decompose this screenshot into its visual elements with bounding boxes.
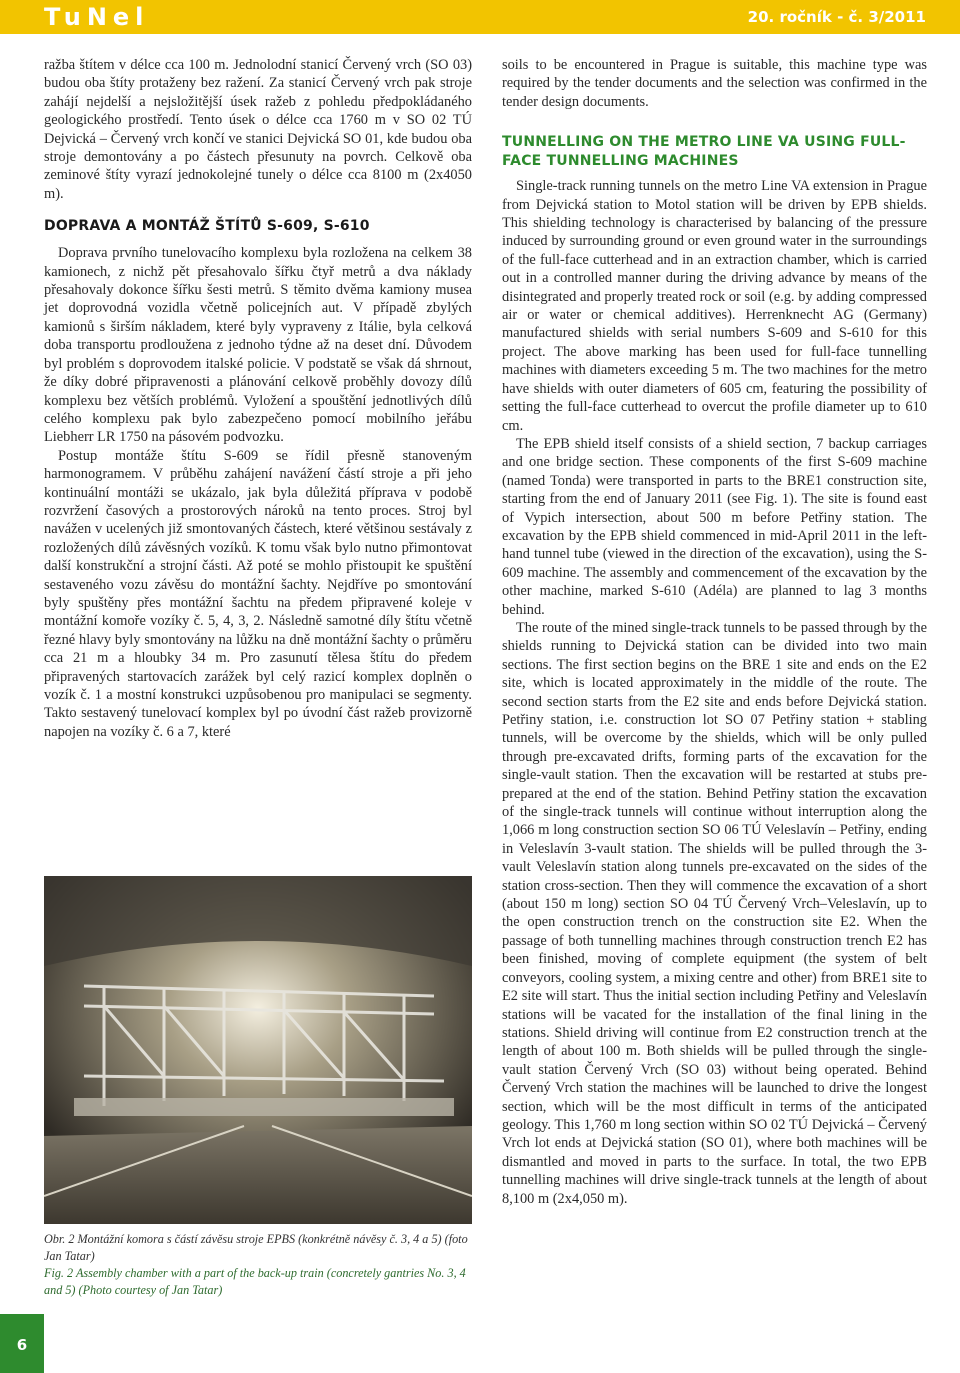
right-section-heading: TUNNELLING ON THE METRO LINE VA USING FULL-FACE TUNNELLING MACHINES — [502, 134, 906, 170]
header-bar — [0, 0, 960, 34]
caption-czech: Obr. 2 Montážní komora s částí závěsu stroje EPBS (konkrétně návěsy č. 3, 4 a 5) (foto Jan Tatar) — [44, 1232, 468, 1263]
issue-label: 20. ročník - č. 3/2011 — [747, 8, 926, 26]
left-paragraph-3: Postup montáže štítu S-609 se řídil přesně stanoveným harmonogramem. V průběhu zahájení navážení částí stroje a při jeho kontinuální montáži se ukázalo, jak byla důležitá příprava v podobě rozvržení časových a prostorových nároků na tento proces. Stroj byl navážen v ucelených již smontovaných částech, které většinou sestávaly z rozložených dílů závěsných vozíků. K tomu však bylo nutno přimontovat další konstrukční a strojní části. Až poté se mohlo přistoupit ke spuštění sestaveného vozu závěsu do montážní šachty. Nejdříve po smontování byly spuštěny přes montážní šachtu na předem připravené koleje v montážní komoře vozíky č. 5, 4, 3, 2. Následně samotné díly štítu včetně řezné hlavy byly smontovány na lůžku na dně montážní šachty o průměru cca 21 m a hloubky 34 m. Pro zasunutí tělesa štítu do předem připravených startovacích zarážek byl celý razicí komplex doplněn o vozík č. 1 a mostní konstrukci uzpůsobenou pro manipulaci se segmenty. Takto sestavený tunelovací komplex byl po úvodní část ražeb provizorně napojen na vozíky č. 6 a 7, které — [44, 447, 472, 740]
left-paragraph-1: ražba štítem v délce cca 100 m. Jednolodní stanicí Červený vrch (SO 03) budou oba štíty protaženy bez ražení. Za stanicí Červený vrch pak stroje zahájí nejdelší a nejsložitější úsek ražeb z pohledu předpokládaného geologického prostředí. Tento úsek o délce cca 1760 m v SO 02 TÚ Dejvická – Červený vrch končí ve stanici Dejvická SO 01, kde budou oba stroje demontovány a po částech přesunuty na povrch. Celkově oba zeminové štíty vyrazí jednokolejné tunely o délce cca 8100 m (2x4050 m). — [44, 57, 472, 202]
caption-english: Fig. 2 Assembly chamber with a part of the back-up train (concretely gantries No. 3, 4 and 5) (Photo courtesy of Jan Tatar) — [44, 1266, 466, 1297]
right-column — [502, 56, 927, 1208]
right-paragraph-2: Single-track running tunnels on the metro Line VA extension in Prague from Dejvická station to Motol station will be driven by EPB shields. This shielding technology is characterised by balancing of the pressure induced by surrounding ground or even ground water in the surroundings of the full-face cutterhead and in an extraction chamber, which is carried out in a controlled manner during the driving advance by means of the disintegrated and properly treated rock or soil (e.g. by adding compressed air or water or chemical additives). Herrenknecht AG (Germany) manufactured shields with serial numbers S-609 and S-610 for this project. The above marking has been used for full-face tunnelling machines with diameters exceeding 5 m. The two machines for the metro have shields with outer diameters of 605 cm, featuring the possibility of setting the full-face cutterhead to overcut the profile diameter up to 610 cm. — [502, 178, 927, 434]
left-column — [44, 56, 472, 741]
right-paragraph-3: The EPB shield itself consists of a shield section, 7 backup carriages and one bridge section. These components of the first S-609 machine (named Tonda) were transported in parts to the BRE1 construction site, starting from the end of January 2011 (see Fig. 1). The site is found east of Vypich intersection, about 500 m before Petřiny station. The excavation by the EPB shield commenced in mid-April 2011 in the left-hand tunnel tube (viewed in the direction of the excavation), using the S-609 machine. The assembly and commencement of the excavation by the other machine, marked S-610 (Adéla) are planned to lag 3 months behind. — [502, 435, 927, 618]
right-paragraph-4: The route of the mined single-track tunnels to be passed through by the shields running to Dejvická station can be divided into two main sections. The first section begins on the BRE 1 site and ends on the E2 site, which is located approximately in the middle of the route. The second section starts from the E2 site and ends before Dejvická station. Petřiny station, i.e. construction lot SO 07 Petřiny station + stabling tunnels, will be overcome by the shields, which will be only pulled through pre-excavated drifts, forming parts of the excavation for the single-vault station. Then the excavation will be restarted at stubs pre-prepared at the end of the station. Behind Petřiny station the excavation of the single-track tunnels will continue without interruption along the 1,066 m long construction section SO 06 TÚ Veleslavín – Petřiny, ending in Veleslavín 3-vault station. The shields will be pulled through the 3-vault Veleslavín station along tunnels pre-excavated on the sides of the station cross-section. Then they will commence the excavation of a short (about 150 m long) section SO 04 TÚ Červený Vrch–Veleslavín, up to the open construction trench on the construction site E2. When the passage of both tunnelling machines through construction trench E2 has been finished, moving of complete equipment (the system of belt conveyors, cooling system, a mixing centre and other) from BRE1 site to E2 site will start. Thus the initial section including Petřiny and Veleslavín stations will be vacated for the installation of the final lining in the stations. Shield driving will continue from E2 construction trench at the length of about 100 m. Both shields will be pulled through the single-vault station Červený Vrch (SO 03) without being operated. Behind Červený Vrch station the machines will be launched to drive the longest section, which will be the most difficult in terms of the anticipated geology. This 1,760 m long section within SO 02 TÚ Dejvická – Červený Vrch lot ends at Dejvická station (SO 01), where both machines will be dismantled and moved in parts to the surface. In total, the two EPB tunnelling machines will drive single-track tunnels at the length of about 8,100 m (2x4,050 m). — [502, 619, 927, 1207]
tunel-logo: TuNel — [44, 3, 150, 31]
left-section-heading: DOPRAVA A MONTÁŽ ŠTÍTŮ S-609, S-610 — [44, 218, 370, 235]
page-number: 6 — [16, 1336, 28, 1354]
left-paragraph-2: Doprava prvního tunelovacího komplexu byla rozložena na celkem 38 kamionech, z nichž pět přesahovalo šířku čtyř metrů a dva náklady přesahovaly dokonce šířku šesti metrů. S těmito dvěma kamiony musea jet doprovodná vozidla včetně policejních aut. V případě zbylých kamionů s širším nákladem, které byly vypraveny z Itálie, byla celková doba transportu prodloužena z jednoho týdne až na deset dní. Důvodem byl problém s doprovodem italské policie. V podstatě se však dá shrnout, že díky dobré připravenosti a plánování celkově proběhly dovozy dílů komplexu bez větších problémů. Vyložení a spouštění jednotlivých dílů celého komplexu pak bylo zabezpečeno pomocí mobilního jeřábu Liebherr LR 1750 na pásovém podvozku. — [44, 245, 472, 446]
tunnel-assembly-photo — [44, 876, 472, 1224]
figure-caption — [44, 1231, 472, 1299]
right-paragraph-1: soils to be encountered in Prague is suitable, this machine type was required by the tender documents and the selection was confirmed in the tender design documents. — [502, 57, 927, 110]
